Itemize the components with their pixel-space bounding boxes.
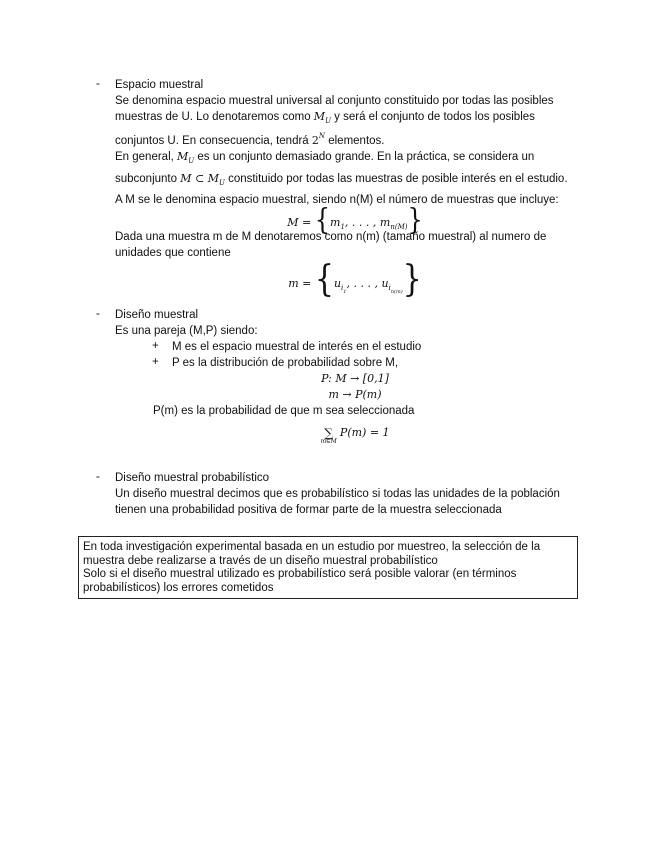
paragraph-line: tienen una probabilidad positiva de formar parte de la muestra seleccionada <box>115 504 502 516</box>
paragraph-line: Es una pareja (M,P) siendo: <box>115 325 258 337</box>
paragraph-line: Se denomina espacio muestral universal al conjunto constituido por todas las posibles <box>115 95 554 107</box>
equation-mapping: P: M → [0,1] <box>321 372 389 385</box>
note-line: muestra debe realizarse a través de un diseño muestral probabilístico <box>83 554 438 567</box>
section-title: Espacio muestral <box>115 79 204 91</box>
paragraph-line: Dada una muestra m de M denotaremos como n(m) (tamaño muestral) al numero de <box>115 231 547 243</box>
highlighted-note-box <box>78 536 578 599</box>
list-item: M es el espacio muestral de interés en el estudio <box>172 341 422 353</box>
paragraph-line: unidades que contiene <box>115 247 231 259</box>
paragraph-line: subconjunto M ⊂ $M_U$ constituido por todas las muestras de posible interés en el estudio. <box>115 172 568 187</box>
paragraph-line: En general, $M_U$ es un conjunto demasiado grande. En la práctica, se considera un <box>115 150 535 165</box>
paragraph-line: muestras de U. Lo denotaremos como $M_U$ y será el conjunto de todos los posibles <box>115 110 535 125</box>
equation-mapping: m → P(m) <box>328 388 382 401</box>
paragraph-line: conjuntos U. En consecuencia, tendrá $2^N$ elementos. <box>115 132 385 147</box>
equation-sample: $m = \{u_{i1}$, . . . , $u_{in(m)}$} <box>288 258 422 301</box>
note-line: En toda investigación experimental basada en un estudio por muestreo, la selección de la <box>83 541 541 553</box>
list-marker: + <box>152 356 159 368</box>
note-line: probabilísticos) los errores cometidos <box>83 581 274 594</box>
section-title: Diseño muestral <box>115 309 199 321</box>
list-marker: + <box>152 340 159 352</box>
section-bullet: - <box>96 471 100 483</box>
paragraph-line: A M se le denomina espacio muestral, siendo n(M) el número de muestras que incluye: <box>115 194 559 206</box>
equation-sample-space: $M = \{m_1$, . . . , $m_{n(M)}$} <box>287 203 423 237</box>
equation-sum: ∑ m∈M P(m) = 1 <box>320 426 390 445</box>
section-bullet: - <box>96 308 100 320</box>
section-bullet: - <box>96 78 100 90</box>
list-item: P es la distribución de probabilidad sobre M, <box>172 357 399 369</box>
paragraph-line: Un diseño muestral decimos que es probabilístico si todas las unidades de la población <box>115 488 560 500</box>
section-diseno-muestral <box>96 308 596 458</box>
note-line: Solo si el diseño muestral utilizado es probabilístico será posible valorar (en términos <box>83 568 517 580</box>
paragraph-line: P(m) es la probabilidad de que m sea seleccionada <box>153 405 415 417</box>
section-diseno-probabilistico <box>96 471 596 521</box>
section-title: Diseño muestral probabilístico <box>115 472 270 484</box>
section-espacio-muestral <box>96 77 596 301</box>
